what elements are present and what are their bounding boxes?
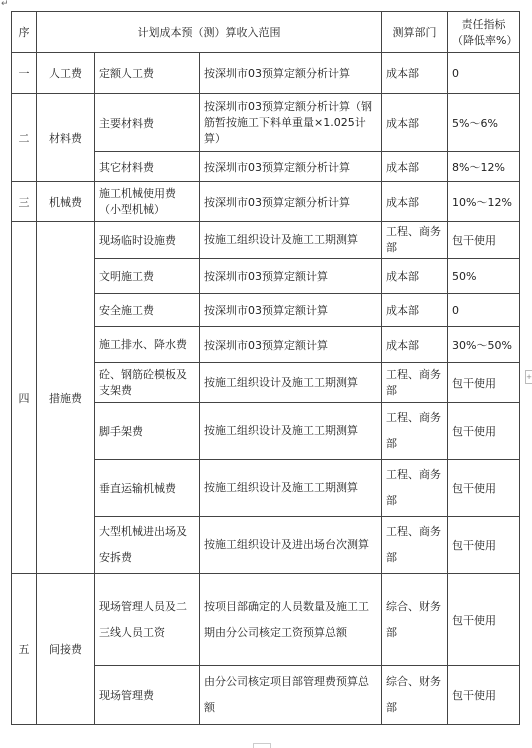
table-row: [12, 94, 520, 152]
item-rate: 包干使用: [448, 222, 520, 259]
group-name: 机械费: [37, 182, 95, 222]
item-dept: 成本部: [382, 152, 448, 182]
item-name: 安全施工费: [95, 294, 200, 327]
item-method: 按深圳市03预算定额分析计算（钢筋暂按施工下料单重量×1.025计算）: [200, 94, 382, 152]
header-row: [12, 12, 520, 53]
item-dept: 综合、财务部: [382, 666, 448, 725]
item-rate: 包干使用: [448, 363, 520, 403]
table-row: [12, 53, 520, 94]
item-name: 主要材料费: [95, 94, 200, 152]
item-name: 施工机械使用费（小型机械）: [95, 182, 200, 222]
header-scope: 计划成本预（测）算收入范围: [37, 12, 382, 53]
item-rate: 包干使用: [448, 403, 520, 460]
item-rate: 30%～50%: [448, 327, 520, 363]
group-seq: 五: [12, 574, 37, 725]
item-method: 由分公司核定项目部管理费预算总额: [200, 666, 382, 725]
item-rate: 50%: [448, 259, 520, 294]
item-dept: 成本部: [382, 327, 448, 363]
item-name: 施工排水、降水费: [95, 327, 200, 363]
item-rate: 0: [448, 53, 520, 94]
group-name: 材料费: [37, 94, 95, 182]
table-row: [12, 574, 520, 666]
group-seq: 四: [12, 222, 37, 574]
item-dept: 工程、商务部: [382, 403, 448, 460]
item-dept: 成本部: [382, 53, 448, 94]
item-method: 按施工组织设计及进出场台次测算: [200, 517, 382, 574]
item-rate: 包干使用: [448, 460, 520, 517]
item-name: 现场临时设施费: [95, 222, 200, 259]
item-dept: 工程、商务部: [382, 363, 448, 403]
paragraph-mark: ↵: [1, 0, 9, 9]
item-dept: 工程、商务部: [382, 517, 448, 574]
item-method: 按深圳市03预算定额计算: [200, 259, 382, 294]
item-method: 按施工组织设计及施工工期测算: [200, 222, 382, 259]
item-dept: 综合、财务部: [382, 574, 448, 666]
group-name: 措施费: [37, 222, 95, 574]
item-method: 按施工组织设计及施工工期测算: [200, 460, 382, 517]
item-dept: 成本部: [382, 294, 448, 327]
cost-responsibility-table: [11, 11, 520, 725]
item-method: 按施工组织设计及施工工期测算: [200, 403, 382, 460]
item-name: 文明施工费: [95, 259, 200, 294]
item-dept: 成本部: [382, 94, 448, 152]
item-rate: 包干使用: [448, 517, 520, 574]
header-seq: 序: [12, 12, 37, 53]
group-seq: 一: [12, 53, 37, 94]
item-rate: 8%～12%: [448, 152, 520, 182]
item-method: 按深圳市03预算定额分析计算: [200, 53, 382, 94]
item-rate: 0: [448, 294, 520, 327]
item-name: 垂直运输机械费: [95, 460, 200, 517]
table-bottom-handle[interactable]: [253, 743, 271, 748]
item-name: 现场管理人员及二三线人员工资: [95, 574, 200, 666]
item-dept: 工程、商务部: [382, 222, 448, 259]
group-seq: 二: [12, 94, 37, 182]
item-method: 按深圳市03预算定额分析计算: [200, 182, 382, 222]
item-method: 按施工组织设计及施工工期测算: [200, 363, 382, 403]
item-rate: 10%～12%: [448, 182, 520, 222]
item-dept: 成本部: [382, 182, 448, 222]
item-method: 按深圳市03预算定额计算: [200, 294, 382, 327]
group-name: 人工费: [37, 53, 95, 94]
item-dept: 成本部: [382, 259, 448, 294]
item-rate: 5%～6%: [448, 94, 520, 152]
item-name: 脚手架费: [95, 403, 200, 460]
table-row: [12, 182, 520, 222]
item-method: 按深圳市03预算定额分析计算: [200, 152, 382, 182]
item-method: 按项目部确定的人员数量及施工工期由分公司核定工资预算总额: [200, 574, 382, 666]
item-name: 其它材料费: [95, 152, 200, 182]
item-dept: 工程、商务部: [382, 460, 448, 517]
item-name: 现场管理费: [95, 666, 200, 725]
item-method: 按深圳市03预算定额计算: [200, 327, 382, 363]
header-dept: 测算部门: [382, 12, 448, 53]
header-index: 责任指标（降低率%）: [448, 12, 520, 53]
item-rate: 包干使用: [448, 666, 520, 725]
item-name: 砼、钢筋砼模板及支架费: [95, 363, 200, 403]
item-rate: 包干使用: [448, 574, 520, 666]
group-name: 间接费: [37, 574, 95, 725]
table-resize-handle[interactable]: +: [525, 370, 532, 384]
item-name: 定额人工费: [95, 53, 200, 94]
group-seq: 三: [12, 182, 37, 222]
item-name: 大型机械进出场及安拆费: [95, 517, 200, 574]
table-row: [12, 222, 520, 259]
